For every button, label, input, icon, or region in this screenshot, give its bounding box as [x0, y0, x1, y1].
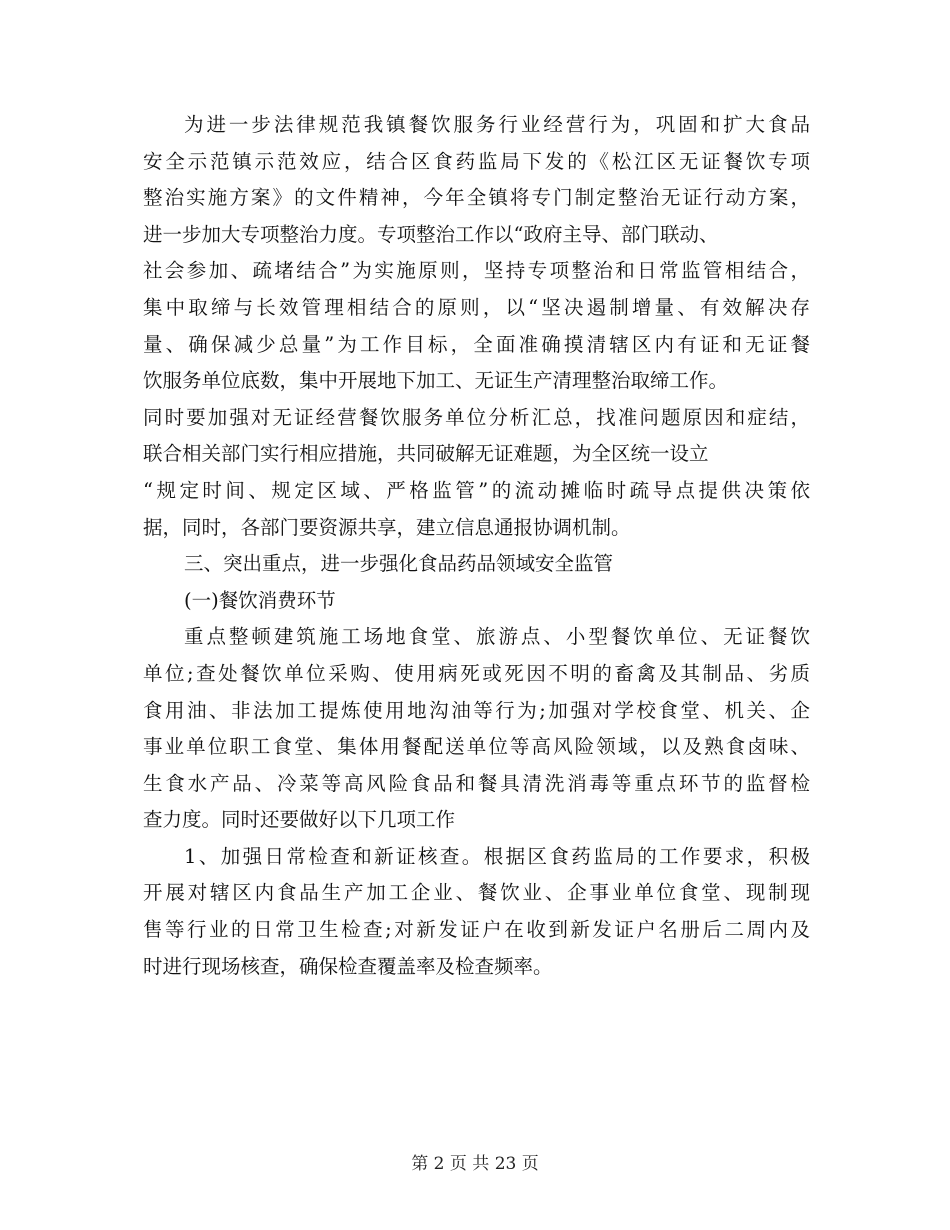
text-line: 开展对辖区内食品生产加工企业、餐饮业、企事业单位食堂、现制现	[143, 881, 810, 905]
text-line: 重点整顿建筑施工场地食堂、旅游点、小型餐饮单位、无证餐饮	[184, 625, 810, 649]
page-number-footer: 第 2 页 共 23 页	[411, 1154, 539, 1174]
text-line: 量、确保减少总量”为工作目标，全面准确摸清辖区内有证和无证餐	[143, 332, 810, 356]
text-line: 时进行现场核查，确保检查覆盖率及检查频率。	[143, 954, 553, 978]
text-line: 据，同时，各部门要资源共享，建立信息通报协调机制。	[143, 515, 631, 539]
text-line: 单位;查处餐饮单位采购、使用病死或死因不明的畜禽及其制品、劣质	[143, 661, 810, 685]
text-line: 安全示范镇示范效应，结合区食药监局下发的《松江区无证餐饮专项	[143, 149, 810, 173]
text-line: 售等行业的日常卫生检查;对新发证户在收到新发证户名册后二周内及	[143, 918, 810, 942]
text-line: 进一步加大专项整治力度。专项整治工作以“政府主导、部门联动、	[143, 222, 719, 246]
text-line: 饮服务单位底数，集中开展地下加工、无证生产清理整治取缔工作。	[143, 369, 729, 393]
text-line: 同时要加强对无证经营餐饮服务单位分析汇总，找准问题原因和症结，	[143, 405, 810, 429]
subsection-heading: (一)餐饮消费环节	[184, 588, 336, 612]
document-body	[143, 107, 810, 985]
text-line: 生食水产品、冷菜等高风险食品和餐具清洗消毒等重点环节的监督检	[143, 771, 810, 795]
text-line: 集中取缔与长效管理相结合的原则，以“坚决遏制增量、有效解决存	[143, 295, 810, 319]
text-line: 联合相关部门实行相应措施，共同破解无证难题，为全区统一设立	[143, 442, 709, 466]
text-line: 整治实施方案》的文件精神，今年全镇将专门制定整治无证行动方案，	[143, 186, 810, 210]
text-line: 食用油、非法加工提炼使用地沟油等行为;加强对学校食堂、机关、企	[143, 698, 810, 722]
text-line: 事业单位职工食堂、集体用餐配送单位等高风险领域，以及熟食卤味、	[143, 735, 810, 759]
text-line: “规定时间、规定区域、严格监管”的流动摊临时疏导点提供决策依	[143, 478, 810, 502]
text-line: 1、加强日常检查和新证核查。根据区食药监局的工作要求，积极	[184, 844, 810, 868]
section-heading: 三、突出重点，进一步强化食品药品领域安全监管	[184, 552, 614, 576]
text-line: 社会参加、疏堵结合”为实施原则，坚持专项整治和日常监管相结合，	[143, 259, 810, 283]
text-line: 为进一步法律规范我镇餐饮服务行业经营行为，巩固和扩大食品	[184, 113, 810, 136]
text-line: 查力度。同时还要做好以下几项工作	[143, 808, 456, 832]
